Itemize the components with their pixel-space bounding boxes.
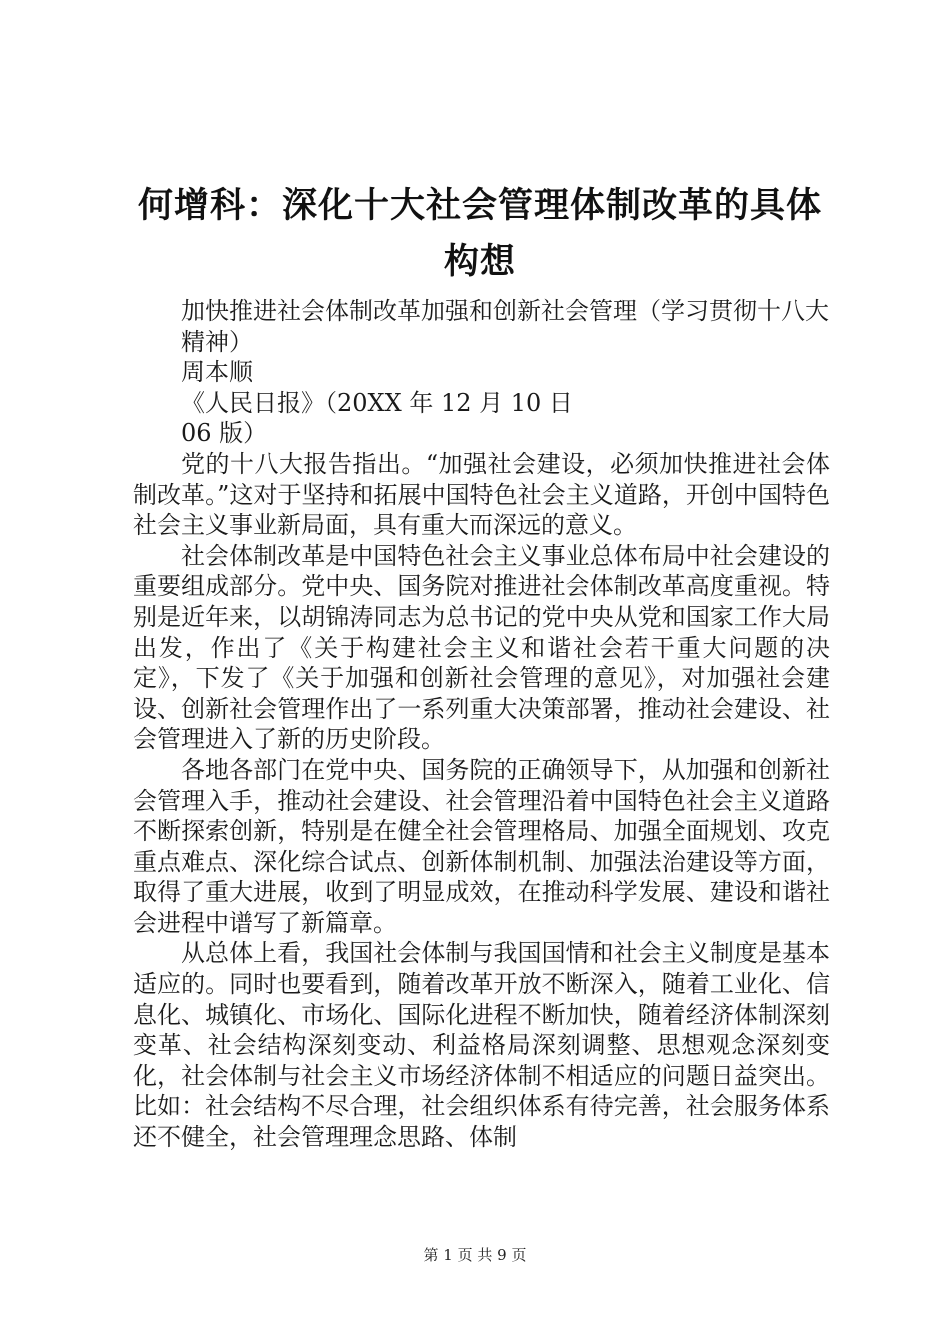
paragraph: 社会体制改革是中国特色社会主义事业总体布局中社会建设的重要组成部分。党中央、国务院对推进社会体制改革高度重视。特别是近年来，以胡锦涛同志为总书记的党中央从党和国家工作大局出发，作出了《关于构建社会主义和谐社会若干重大问题的决定》，下发了《关于加强和创新社会管理的意见》，对加强社会建设、创新社会管理作出了一系列重大决策部署，推动社会建设、社会管理进入了新的历史阶段。: [133, 541, 830, 754]
page-number-footer: 第 1 页 共 9 页: [423, 1246, 527, 1264]
subtitle-line: 加快推进社会体制改革加强和创新社会管理（学习贯彻十八大: [181, 297, 829, 325]
author-line: 周本顺: [181, 358, 253, 387]
paragraph: 从总体上看，我国社会体制与我国国情和社会主义制度是基本适应的。同时也要看到，随着改革开放不断深入，随着工业化、信息化、城镇化、市场化、国际化进程不断加快，随着经济体制深刻变革、社会结构深刻变动、利益格局深刻调整、思想观念深刻变化，社会体制与社会主义市场经济体制不相适应的问题日益突出。比如：社会结构不尽合理，社会组织体系有待完善，社会服务体系还不健全，社会管理理念思路、体制: [133, 939, 830, 1152]
document-body: [133, 296, 830, 1153]
source-edition-line: 06 版）: [181, 419, 268, 448]
paragraph: 各地各部门在党中央、国务院的正确领导下，从加强和创新社会管理入手，推动社会建设、社会管理沿着中国特色社会主义道路不断探索创新，特别是在健全社会管理格局、加强全面规划、攻克重点难点、深化综合试点、创新体制机制、加强法治建设等方面，取得了重大进展，收到了明显成效，在推动科学发展、建设和谐社会进程中谱写了新篇章。: [133, 755, 830, 937]
subtitle-line-continued: 精神）: [181, 327, 253, 356]
paragraph: 党的十八大报告指出。“加强社会建设，必须加快推进社会体制改革。”这对于坚持和拓展中国特色社会主义道路，开创中国特色社会主义事业新局面，具有重大而深远的意义。: [133, 449, 830, 540]
source-line: 《人民日报》（20XX 年 12 月 10 日: [181, 388, 573, 417]
document-title: 何增科：深化十大社会管理体制改革的具体构想: [137, 185, 822, 282]
